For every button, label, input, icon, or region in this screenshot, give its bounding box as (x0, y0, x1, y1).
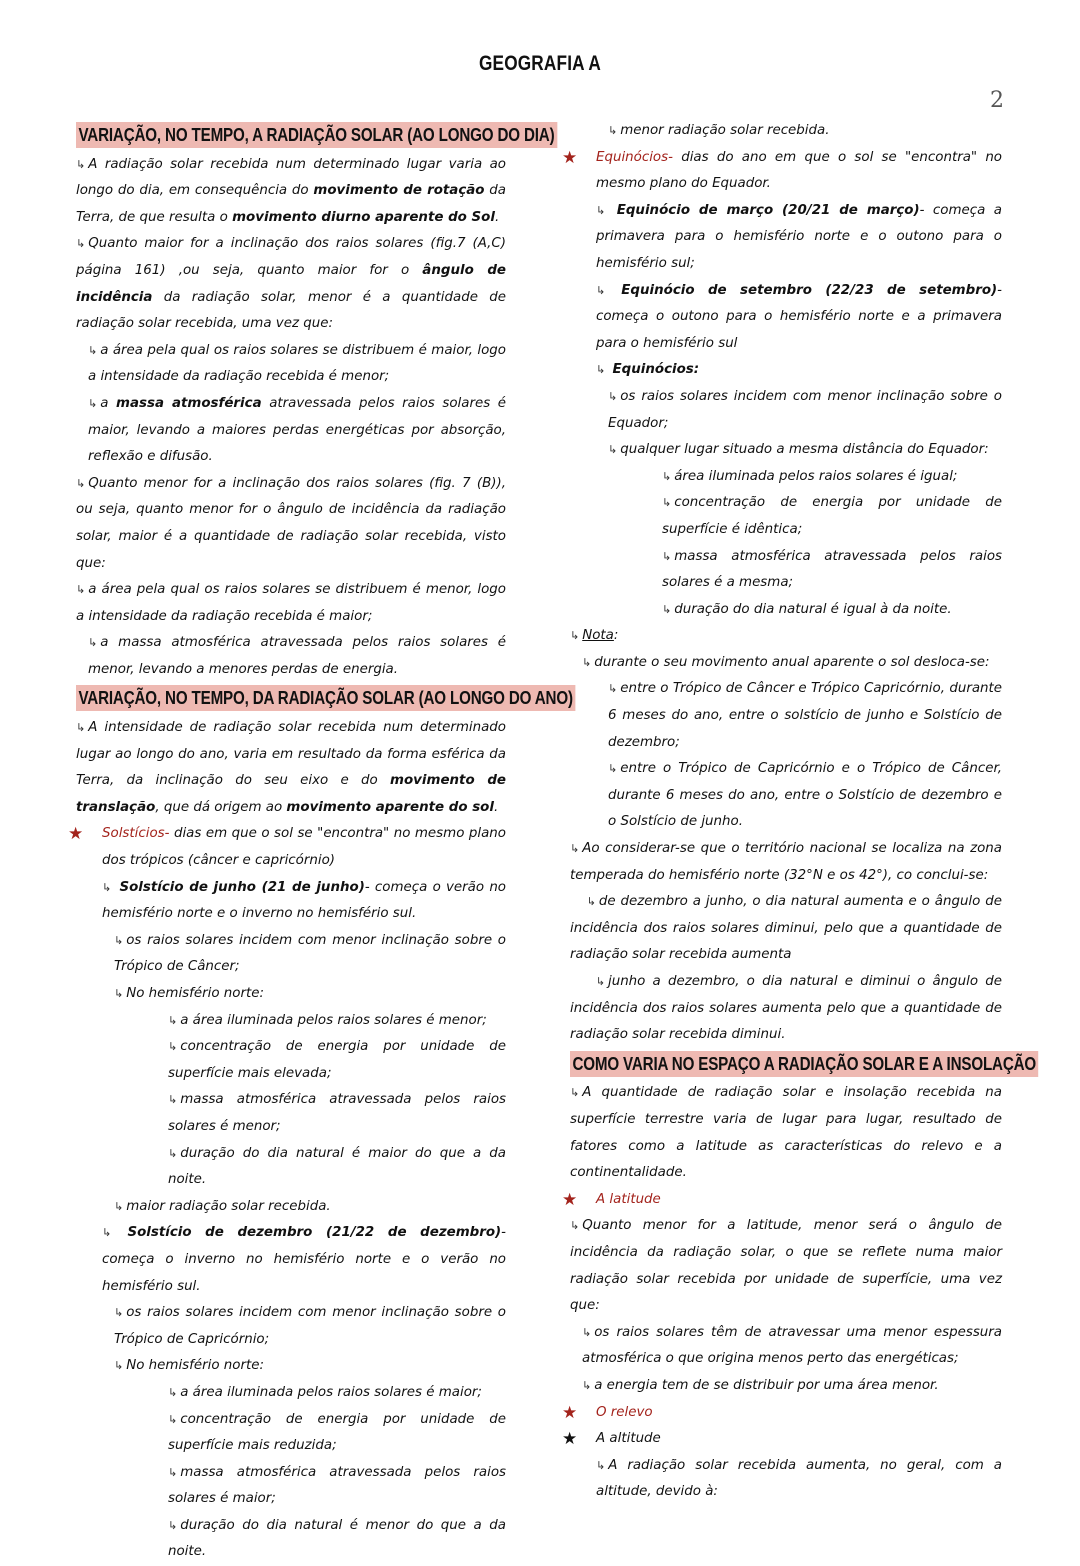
arrow-icon: ↳ (168, 1518, 178, 1532)
paragraph: ↳ A quantidade de radiação solar e insolação recebida na superfície terrestre varia de lugar para lugar, resultado de fatores como a latitude as características do relevo e a continentalidade. (570, 1085, 1002, 1181)
arrow-icon: ↳ (570, 1086, 580, 1100)
list-item: ↳ entre o Trópico de Capricórnio e o Trópico de Câncer, durante 6 meses do ano, entre o Solstício de dezembro e o Solstício de junho. (608, 761, 1002, 830)
arrow-icon: ↳ (608, 443, 618, 457)
list-item: ↳ No hemisfério norte: (114, 986, 264, 1001)
arrow-icon: ↳ (570, 629, 580, 643)
arrow-icon: ↳ (570, 1219, 580, 1233)
list-item: ↳ os raios solares incidem com menor inclinação sobre o Trópico de Câncer; (114, 932, 506, 975)
arrow-icon: ↳ (168, 1093, 178, 1107)
section-heading-space: COMO VARIA NO ESPAÇO A RADIAÇÃO SOLAR E A INSOLAÇÃO (570, 1051, 1039, 1077)
list-item: ↳ massa atmosférica atravessada pelos raios solares é menor; (168, 1092, 506, 1134)
list-item: ↳ a energia tem de se distribuir por uma área menor. (582, 1377, 939, 1393)
list-item: ↳ No hemisfério norte: (114, 1358, 264, 1374)
paragraph: ↳ junho a dezembro, o dia natural e diminui o ângulo de incidência dos raios solares aumenta pelo que a quantidade de radiação solar recebida diminui. (570, 974, 1002, 1043)
arrow-icon: ↳ (570, 842, 580, 856)
arrow-icon: ↳ (114, 1359, 124, 1373)
list-item: ↳ concentração de energia por unidade de superfície é idêntica; (662, 495, 1002, 537)
list-item: ↳ os raios solares incidem com menor inclinação sobre o Trópico de Capricórnio; (114, 1305, 506, 1347)
section-heading-yearly: VARIAÇÃO, NO TEMPO, DA RADIAÇÃO SOLAR (AO LONGO DO ANO) (76, 685, 575, 711)
list-item: ↳ maior radiação solar recebida. (114, 1198, 331, 1214)
section-heading-daily: VARIAÇÃO, NO TEMPO, A RADIAÇÃO SOLAR (AO LONGO DO DIA) (76, 122, 557, 148)
list-item: ★ A altitude (570, 1426, 1002, 1453)
paragraph: ↳ A intensidade de radiação solar recebida num determinado lugar ao longo do ano, varia em resultado da forma esférica da Terra, da inclinação do seu eixo e do movimento de translação, que dá origem ao movimento aparente do sol. (76, 720, 507, 815)
list-item: ↳ a massa atmosférica atravessada pelos raios solares é menor, levando a menores perdas de energia. (88, 635, 506, 677)
arrow-icon: ↳ (608, 389, 618, 403)
paragraph: ↳ Quanto maior for a inclinação dos raios solares (fig.7 (A,C) página 161) ,ou seja, quanto maior for o ângulo de incidência da radiação solar, menor é a quantidade de radiação solar recebida, uma vez que: (76, 236, 506, 332)
list-item: ★ Solstícios- dias em que o sol se "encontra" no mesmo plano dos trópicos (câncer e capricórnio) (76, 821, 506, 874)
paragraph: ↳ Quanto menor for a inclinação dos raios solares (fig. 7 (B)), ou seja, quanto menor for o ângulo de incidência da radiação solar, maior é a quantidade de radiação solar recebida, visto que: (76, 475, 506, 571)
list-item: ↳ a área iluminada pelos raios solares é menor; (168, 1012, 487, 1028)
paragraph: ↳ Ao considerar-se que o território nacional se localiza na zona temperada do hemisfério norte (32°N e os 42°), co conclui-se: (570, 841, 1002, 883)
arrow-icon: ↳ (102, 1226, 112, 1240)
arrow-icon: ↳ (582, 655, 592, 669)
list-item: ↳ os raios solares incidem com menor inclinação sobre o Equador; (608, 388, 1002, 431)
star-icon: ★ (562, 147, 578, 168)
list-item: ↳ área iluminada pelos raios solares é igual; (662, 468, 958, 484)
list-item: ★ O relevo (570, 1400, 1002, 1427)
star-icon: ★ (562, 1189, 578, 1210)
arrow-icon: ↳ (570, 975, 605, 988)
paragraph: ↳ Quanto menor for a latitude, menor será o ângulo de incidência da radiação solar, o que se reflete numa maior radiação solar recebida por unidade de superfície, uma vez que: (570, 1218, 1002, 1314)
arrow-icon: ↳ (114, 1199, 124, 1213)
arrow-icon: ↳ (76, 721, 86, 735)
star-icon: ★ (562, 1402, 578, 1423)
arrow-icon: ↳ (662, 602, 672, 616)
arrow-icon: ↳ (88, 396, 98, 410)
list-item: ↳ a área pela qual os raios solares se distribuem é menor, logo a intensidade da radiação recebida é maior; (76, 582, 506, 624)
list-item: ↳ qualquer lugar situado a mesma distância do Equador: (608, 442, 989, 458)
arrow-icon: ↳ (662, 496, 672, 510)
list-item: ↳ Solstício de dezembro (21/22 de dezembro)- começa o inverno no hemisfério norte e o verão no hemisfério sul. (102, 1225, 506, 1294)
list-item: ↳ concentração de energia por unidade de superfície mais reduzida; (168, 1411, 506, 1454)
list-item: ↳ concentração de energia por unidade de superfície mais elevada; (168, 1039, 506, 1081)
list-item: ↳ A radiação solar recebida aumenta, no geral, com a altitude, devido à: (596, 1457, 1002, 1500)
arrow-icon: ↳ (168, 1465, 178, 1479)
arrow-icon: ↳ (570, 895, 596, 909)
list-item: ↳ massa atmosférica atravessada pelos raios solares é maior; (168, 1464, 506, 1507)
list-item: ↳ Solstício de junho (21 de junho)- começa o verão no hemisfério norte e o inverno no hemisfério sul. (102, 879, 507, 922)
arrow-icon: ↳ (596, 283, 606, 297)
arrow-icon: ↳ (608, 124, 618, 137)
arrow-icon: ↳ (662, 469, 672, 483)
arrow-icon: ↳ (168, 1013, 178, 1027)
page-title: GEOGRAFIA A (478, 52, 602, 75)
list-item: ↳ a área iluminada pelos raios solares é maior; (168, 1384, 482, 1400)
list-item: ★ A latitude (570, 1187, 1002, 1214)
arrow-icon: ↳ (168, 1385, 178, 1399)
arrow-icon: ↳ (114, 987, 124, 1000)
arrow-icon: ↳ (76, 157, 86, 171)
list-item: ↳ massa atmosférica atravessada pelos raios solares é a mesma; (662, 548, 1002, 591)
star-icon: ★ (562, 1429, 578, 1450)
arrow-icon: ↳ (662, 549, 672, 563)
arrow-icon: ↳ (168, 1412, 178, 1426)
list-item: ↳ a massa atmosférica atravessada pelos raios solares é maior, levando a maiores perdas energéticas por absorção, reflexão e difusão. (88, 395, 506, 465)
left-column (68, 120, 573, 1566)
right-column (562, 118, 1037, 1506)
arrow-icon: ↳ (114, 933, 124, 947)
arrow-icon: ↳ (608, 762, 618, 776)
list-item: ↳ Nota: (570, 628, 619, 644)
arrow-icon: ↳ (596, 203, 606, 217)
paragraph: ↳ de dezembro a junho, o dia natural aumenta e o ângulo de incidência dos raios solares diminui, pelo que a quantidade de radiação solar recebida aumenta (570, 894, 1002, 963)
list-item: ↳ menor radiação solar recebida. (608, 123, 830, 138)
paragraph: ↳ A radiação solar recebida num determinado lugar varia ao longo do dia, em consequência do movimento de rotação da Terra, de que resulta o movimento diurno aparente do Sol. (76, 156, 507, 225)
page-number: 2 (990, 88, 1004, 113)
arrow-icon: ↳ (76, 583, 86, 597)
arrow-icon: ↳ (596, 1458, 606, 1472)
list-item: ★ Equinócios- dias do ano em que o sol se "encontra" no mesmo plano do Equador. (570, 145, 1002, 198)
list-item: ↳ Equinócios: (596, 362, 700, 378)
arrow-icon: ↳ (76, 476, 86, 490)
arrow-icon: ↳ (596, 363, 606, 377)
list-item: ↳ duração do dia natural é igual à da noite. (662, 601, 952, 617)
list-item: ↳ durante o seu movimento anual aparente o sol desloca-se: (582, 654, 990, 670)
arrow-icon: ↳ (114, 1306, 124, 1320)
list-item: ↳ os raios solares têm de atravessar uma menor espessura atmosférica o que origina menos perto das energéticas; (582, 1324, 1002, 1367)
list-item: ↳ Equinócio de setembro (22/23 de setembro)- começa o outono para o hemisfério norte e a primavera para o hemisfério sul (596, 282, 1002, 351)
arrow-icon: ↳ (582, 1378, 592, 1392)
arrow-icon: ↳ (608, 682, 618, 696)
arrow-icon: ↳ (168, 1146, 178, 1160)
arrow-icon: ↳ (88, 636, 98, 650)
list-item: ↳ Equinócio de março (20/21 de março)- começa a primavera para o hemisfério norte e o outono para o hemisfério sul; (596, 202, 1002, 271)
arrow-icon: ↳ (76, 237, 86, 251)
arrow-icon: ↳ (88, 343, 98, 357)
star-icon: ★ (68, 824, 84, 845)
arrow-icon: ↳ (582, 1325, 592, 1339)
arrow-icon: ↳ (102, 880, 112, 894)
list-item: ↳ a área pela qual os raios solares se distribuem é maior, logo a intensidade da radiação recebida é menor; (88, 342, 506, 385)
list-item: ↳ entre o Trópico de Câncer e Trópico Capricórnio, durante 6 meses do ano, entre o solstício de junho e Solstício de dezembro; (608, 681, 1002, 750)
list-item: ↳ duração do dia natural é maior do que a da noite. (168, 1145, 506, 1188)
arrow-icon: ↳ (168, 1040, 178, 1054)
list-item: ↳ duração do dia natural é menor do que a da noite. (168, 1517, 506, 1560)
